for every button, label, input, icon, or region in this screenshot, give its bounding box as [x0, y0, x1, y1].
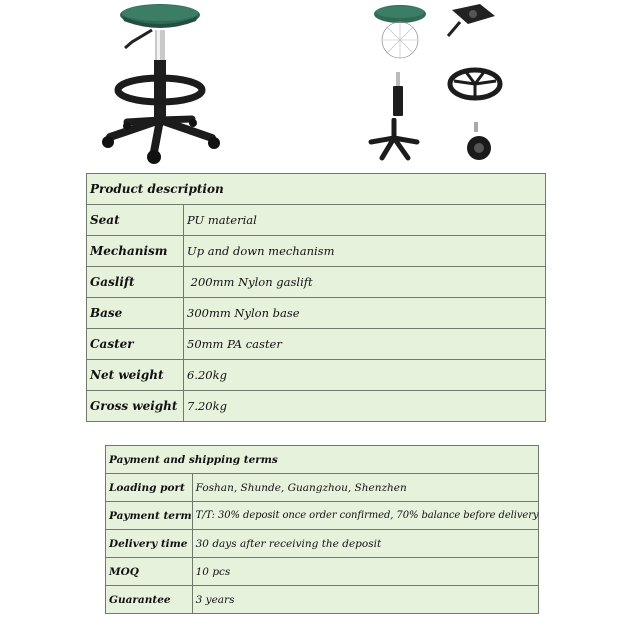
table-row	[87, 205, 546, 236]
row-value: 200mm Nylon gaslift	[184, 267, 546, 298]
table-row	[87, 391, 546, 422]
row-value: 6.20kg	[184, 360, 546, 391]
table-header-row	[87, 174, 546, 205]
row-label: Loading port	[106, 474, 193, 502]
payment-shipping-table	[105, 445, 539, 614]
stool-photo	[92, 2, 232, 167]
row-value: 7.20kg	[184, 391, 546, 422]
row-label: Mechanism	[87, 236, 184, 267]
row-value: Up and down mechanism	[184, 236, 546, 267]
row-label: Guarantee	[106, 586, 193, 614]
row-label: Seat	[87, 205, 184, 236]
table-row	[106, 586, 539, 614]
row-value: Foshan, Shunde, Guangzhou, Shenzhen	[192, 474, 539, 502]
table-row	[87, 267, 546, 298]
row-label: Delivery time	[106, 530, 193, 558]
table-header-row	[106, 446, 539, 474]
row-value: 3 years	[192, 586, 539, 614]
terms-table-title: Payment and shipping terms	[106, 446, 539, 474]
row-label: Payment term	[106, 502, 193, 530]
product-description-table	[86, 173, 546, 422]
seat-dimension-diagram	[364, 2, 436, 62]
table-row	[106, 474, 539, 502]
row-value: PU material	[184, 205, 546, 236]
row-value: T/T: 30% deposit once order confirmed, 70% balance before delivery	[192, 502, 539, 530]
mechanism-part	[440, 2, 500, 47]
row-label: MOQ	[106, 558, 193, 586]
row-label: Net weight	[87, 360, 184, 391]
row-label: Gross weight	[87, 391, 184, 422]
table-row	[87, 329, 546, 360]
table-row	[87, 360, 546, 391]
base-part	[368, 118, 420, 162]
product-table-title: Product description	[87, 174, 546, 205]
table-row	[106, 530, 539, 558]
gaslift-part	[388, 72, 408, 118]
row-label: Base	[87, 298, 184, 329]
foot-ring-part	[446, 66, 504, 104]
table-row	[87, 298, 546, 329]
table-row	[87, 236, 546, 267]
table-row	[106, 558, 539, 586]
table-row	[106, 502, 539, 530]
caster-part	[462, 120, 496, 162]
row-value: 50mm PA caster	[184, 329, 546, 360]
row-value: 10 pcs	[192, 558, 539, 586]
row-value: 300mm Nylon base	[184, 298, 546, 329]
row-label: Caster	[87, 329, 184, 360]
row-label: Gaslift	[87, 267, 184, 298]
row-value: 30 days after receiving the deposit	[192, 530, 539, 558]
